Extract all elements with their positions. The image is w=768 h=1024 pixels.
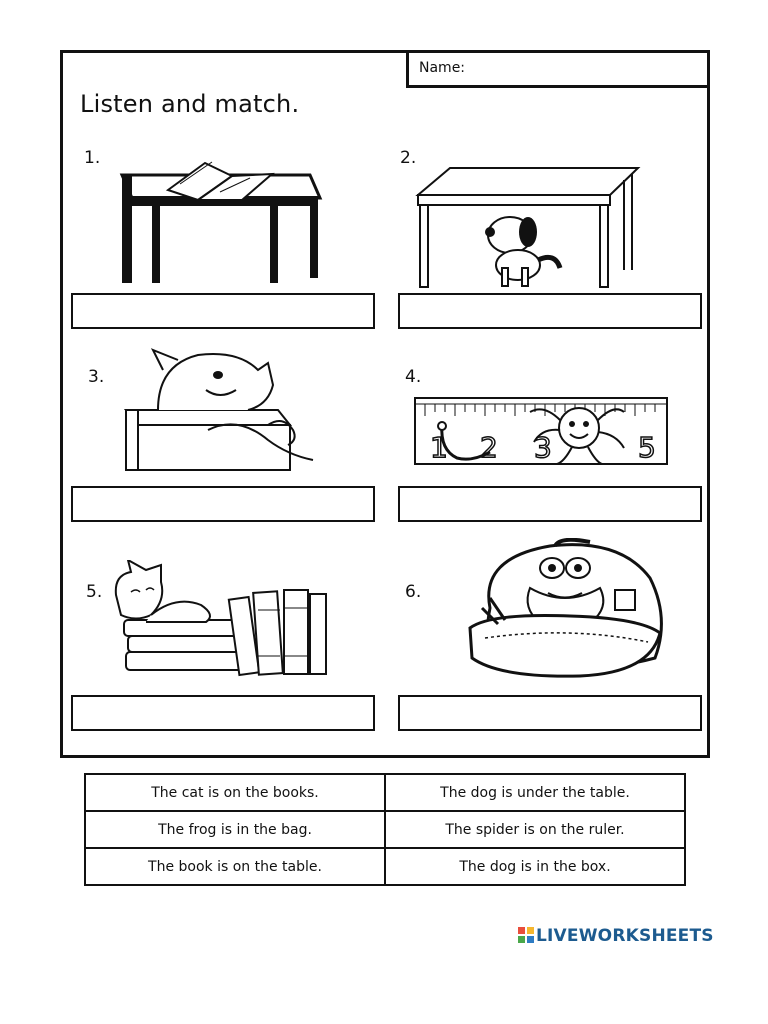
name-field[interactable] xyxy=(406,52,710,88)
liveworksheets-watermark xyxy=(518,926,714,946)
answer-box-4[interactable] xyxy=(398,486,702,522)
word-bank-row xyxy=(85,848,685,885)
book-on-table-picture xyxy=(110,148,325,283)
item-number-4: 4. xyxy=(405,367,422,387)
sentence-frog-in-bag[interactable]: The frog is in the bag. xyxy=(85,811,385,848)
ruler-number-2: 2 xyxy=(480,431,498,464)
item-number-5: 5. xyxy=(86,582,103,602)
dog-under-table-picture xyxy=(410,160,645,290)
name-label: Name: xyxy=(419,60,466,76)
cat-on-books-picture xyxy=(106,560,331,680)
ruler-number-1: 1 xyxy=(430,431,448,464)
watermark-text: LIVEWORKSHEETS xyxy=(536,926,714,946)
answer-box-3[interactable] xyxy=(71,486,375,522)
answer-box-1[interactable] xyxy=(71,293,375,329)
answer-box-5[interactable] xyxy=(71,695,375,731)
word-bank-table xyxy=(84,773,686,886)
word-bank-row xyxy=(85,811,685,848)
answer-box-2[interactable] xyxy=(398,293,702,329)
sentence-spider-on-ruler[interactable]: The spider is on the ruler. xyxy=(385,811,685,848)
ruler-number-5: 5 xyxy=(638,431,656,464)
frog-in-bag-picture xyxy=(460,538,670,683)
item-number-2: 2. xyxy=(400,148,417,168)
sentence-dog-under-table[interactable]: The dog is under the table. xyxy=(385,774,685,811)
answer-box-6[interactable] xyxy=(398,695,702,731)
item-number-1: 1. xyxy=(84,148,101,168)
sentence-book-on-table[interactable]: The book is on the table. xyxy=(85,848,385,885)
ruler-number-3: 3 xyxy=(534,431,552,464)
item-number-6: 6. xyxy=(405,582,422,602)
sentence-dog-in-box[interactable]: The dog is in the box. xyxy=(385,848,685,885)
dog-in-box-picture xyxy=(118,345,323,475)
spider-on-ruler-picture xyxy=(412,390,672,470)
item-number-3: 3. xyxy=(88,367,105,387)
liveworksheets-logo-icon xyxy=(518,927,534,943)
word-bank-row xyxy=(85,774,685,811)
sentence-cat-on-books[interactable]: The cat is on the books. xyxy=(85,774,385,811)
page-title: Listen and match. xyxy=(80,90,300,118)
